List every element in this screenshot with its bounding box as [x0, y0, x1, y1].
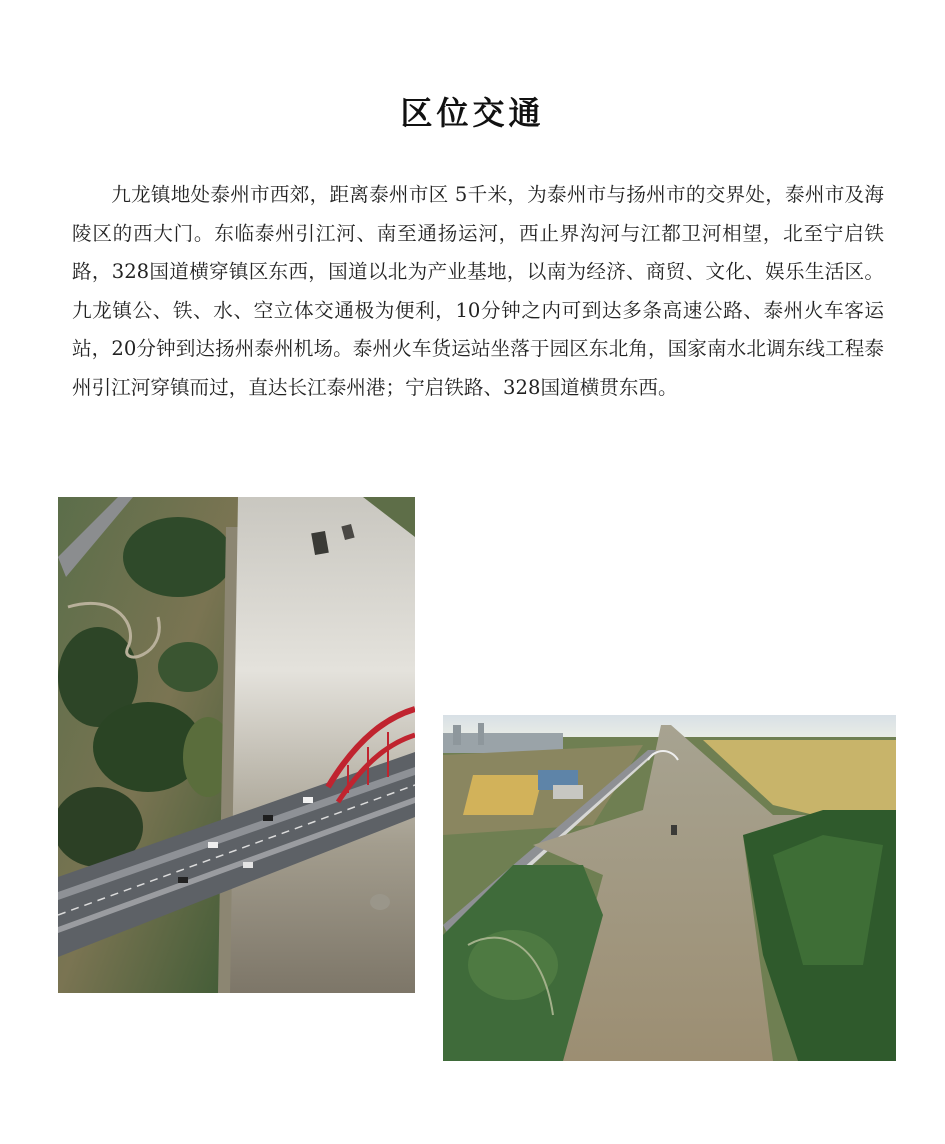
bridge-photo-illustration — [58, 497, 415, 993]
page-title: 区位交通 — [400, 94, 545, 132]
aerial-photo-bridge — [58, 497, 415, 993]
canal-photo-illustration — [443, 715, 896, 1061]
intro-paragraph: 九龙镇地处泰州市西郊，距离泰州市区 5千米，为泰州市与扬州市的交界处，泰州市及海陵区的西大门。东临泰州引江河、南至通扬运河，西止界沟河与江都卫河相望，北至宁启铁路，328国道横穿镇区东西，国道以北为产业基地，以南为经济、商贸、文化、娱乐生活区。九龙镇公、铁、水、空立体交通极为便利，10分钟之内可到达多条高速公路、泰州火车客运站，20分钟到达扬州泰州机场。泰州火车货运站坐落于园区东北角，国家南水北调东线工程泰州引江河穿镇而过，直达长江泰州港；宁启铁路、328国道横贯东西。 — [72, 183, 884, 399]
body-text — [72, 176, 884, 407]
aerial-photo-canal — [443, 715, 896, 1061]
